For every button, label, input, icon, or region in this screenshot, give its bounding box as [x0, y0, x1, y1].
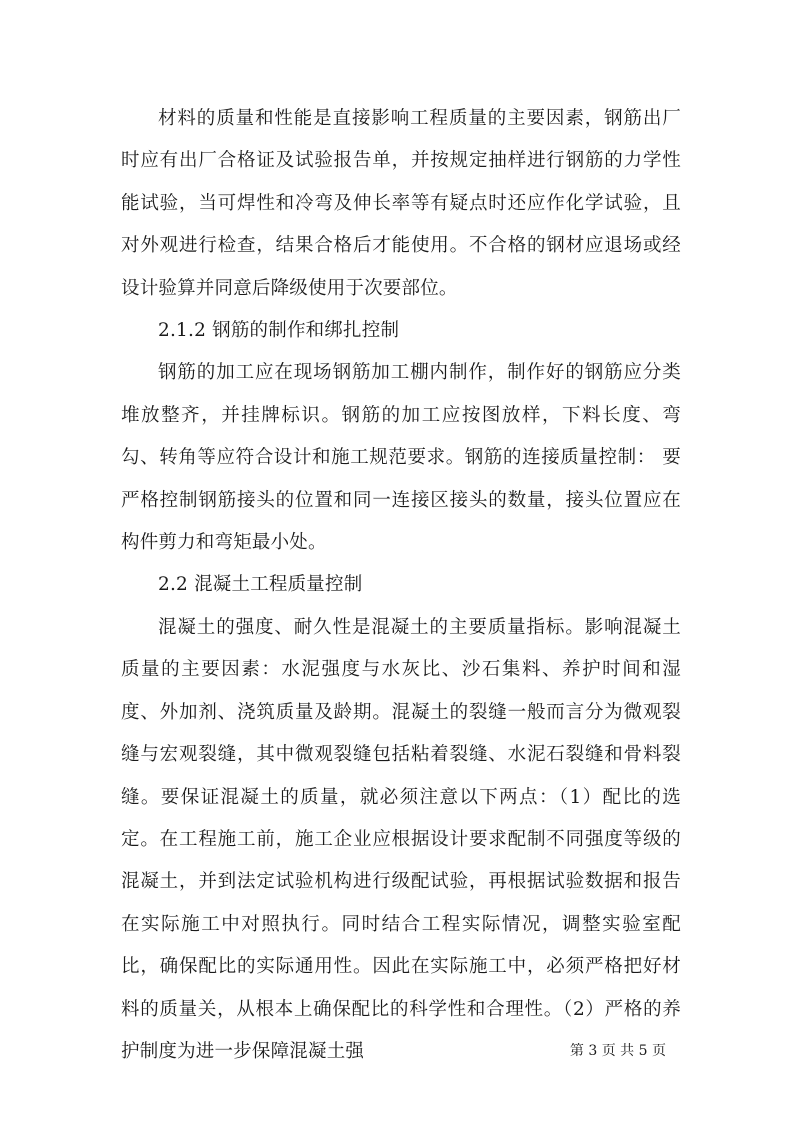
paragraph-concrete-quality: 混凝土的强度、耐久性是混凝土的主要质量指标。影响混凝土质量的主要因素：水泥强度与水灰比、沙石集料、养护时间和湿度、外加剂、浇筑质量及龄期。混凝土的裂缝一般而言分为微观裂缝与宏观裂缝，其中微观裂缝包括粘着裂缝、水泥石裂缝和骨料裂缝。要保证混凝土的质量，就必须注意以下两点：（1）配比的选定。在工程施工前，施工企业应根据设计要求配制不同强度等级的混凝土，并到法定试验机构进行级配试验，再根据试验数据和报告在实际施工中对照执行。同时结合工程实际情况，调整实验室配比，确保配比的实际通用性。因此在实际施工中，必须严格把好材料的质量关，从根本上确保配比的科学性和合理性。（2）严格的养护制度为进一步保障混凝土强 [121, 616, 681, 1062]
paragraph-steel-material-quality: 材料的质量和性能是直接影响工程质量的主要因素，钢筋出厂时应有出厂合格证及试验报告单，并按规定抽样进行钢筋的力学性能试验，当可焊性和冷弯及伸长率等有疑点时还应作化学试验，且对外观进行检查，结果合格后才能使用。不合格的钢材应退场或经设计验算并同意后降级使用于次要部位。 [121, 108, 681, 299]
section-heading-2-1-2: 2.1.2 钢筋的制作和绑扎控制 [158, 320, 400, 342]
document-body [121, 98, 681, 1073]
section-heading-2-2: 2.2 混凝土工程质量控制 [158, 574, 363, 596]
paragraph-steel-fabrication: 钢筋的加工应在现场钢筋加工棚内制作，制作好的钢筋应分类堆放整齐，并挂牌标识。钢筋的加工应按图放样，下料长度、弯勾、转角等应符合设计和施工规范要求。钢筋的连接质量控制： 要严格控制钢筋接头的位置和同一连接区接头的数量，接头位置应在构件剪力和弯矩最小处。 [121, 362, 681, 554]
page-number-footer: 第 3 页 共 5 页 [569, 1043, 666, 1059]
